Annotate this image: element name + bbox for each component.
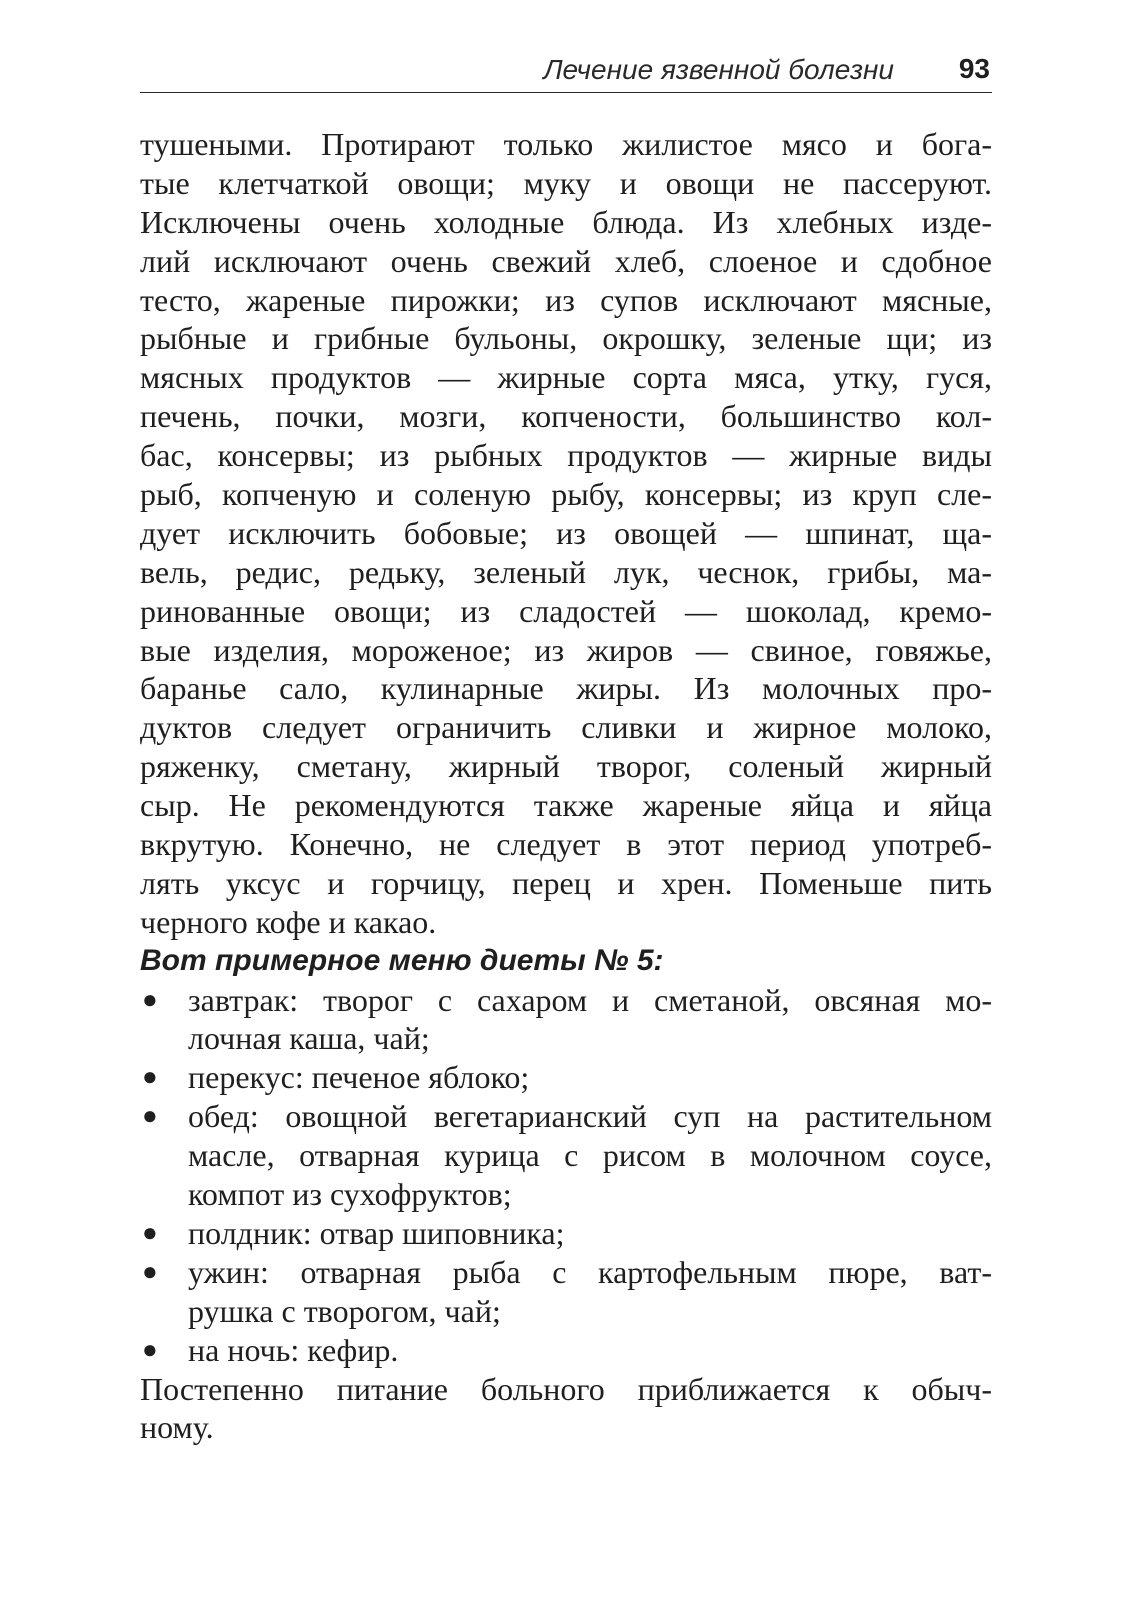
menu-heading: Вот примерное меню диеты № 5: [140, 943, 664, 977]
text-line: рушка с творогом, чай; [188, 1292, 501, 1329]
text-line: ринованные овощи; из сладостей — шоколад, кремо- [140, 592, 992, 629]
menu-item-night [140, 1331, 992, 1370]
text-line: ужин: отварная рыба с картофельным пюре, ват- [188, 1253, 992, 1290]
paragraph-diet-restrictions [140, 125, 992, 942]
text-line: лять уксус и горчицу, перец и хрен. Поменьше пить [140, 864, 992, 901]
text-line: тесто, жареные пирожки; из супов исключают мясные, [140, 281, 992, 318]
text-line: ряженку, сметану, жирный творог, соленый жирный [140, 748, 992, 785]
menu-item-breakfast [140, 981, 992, 1059]
page-number: 93 [958, 53, 990, 84]
bullet-icon: ● [142, 1101, 158, 1131]
bullet-icon: ● [142, 984, 158, 1014]
text-line: тые клетчаткой овощи; муку и овощи не пассеруют. [140, 164, 992, 201]
text-line: компот из сухофруктов; [188, 1176, 512, 1213]
text-line: Исключены очень холодные блюда. Из хлебных изде- [140, 203, 992, 240]
text-line: рыб, копченую и соленую рыбу, консервы; из круп сле- [140, 476, 992, 513]
running-header [140, 50, 992, 93]
bullet-icon: ● [142, 1334, 158, 1364]
diet-menu-list [140, 981, 992, 1370]
text-line: дуктов следует ограничить сливки и жирное молоко, [140, 709, 992, 746]
text-line: лий исключают очень свежий хлеб, слоеное и сдобное [140, 242, 992, 279]
menu-item-dinner [140, 1253, 992, 1331]
text-line: дует исключить бобовые; из овощей — шпинат, ща- [140, 514, 992, 551]
text-line: перекус: печеное яблоко; [188, 1059, 530, 1096]
text-line: масле, отварная курица с рисом в молочном соусе, [188, 1137, 992, 1174]
text-line: обед: овощной вегетарианский суп на растительном [188, 1098, 992, 1135]
text-line: вые изделия, мороженое; из жиров — свиное, говяжье, [140, 631, 992, 668]
paragraph-closing [140, 1370, 992, 1448]
running-header-title: Лечение язвенной болезни [543, 54, 894, 85]
text-line: ному. [140, 1409, 214, 1446]
text-line: черного кофе и какао. [140, 903, 437, 940]
text-line: сыр. Не рекомендуются также жареные яйца и яйца [140, 787, 992, 824]
bullet-icon: ● [142, 1062, 158, 1092]
menu-item-afternoon-snack [140, 1214, 992, 1253]
text-line: завтрак: творог с сахаром и сметаной, овсяная мо- [188, 981, 992, 1018]
text-line: вель, редис, редьку, зеленый лук, чеснок, грибы, ма- [140, 553, 992, 590]
text-line: тушеными. Протирают только жилистое мясо и бога- [140, 126, 992, 162]
text-line: бас, консервы; из рыбных продуктов — жирные виды [140, 437, 992, 474]
bullet-icon: ● [142, 1217, 158, 1247]
text-line: полдник: отвар шиповника; [188, 1214, 565, 1251]
text-line: вкрутую. Конечно, не следует в этот период употреб- [140, 826, 992, 863]
menu-item-lunch [140, 1097, 992, 1214]
text-line: Постепенно питание больного приближается к обыч- [140, 1370, 992, 1407]
text-line: баранье сало, кулинарные жиры. Из молочных про- [140, 670, 992, 707]
text-line: лочная каша, чай; [188, 1020, 430, 1057]
text-line: мясных продуктов — жирные сорта мяса, утку, гуся, [140, 359, 992, 396]
text-line: на ночь: кефир. [188, 1331, 399, 1368]
bullet-icon: ● [142, 1256, 158, 1286]
text-line: рыбные и грибные бульоны, окрошку, зеленые щи; из [140, 320, 992, 357]
page-body [140, 125, 992, 1447]
menu-item-snack [140, 1058, 992, 1097]
text-line: печень, почки, мозги, копчености, большинство кол- [140, 398, 992, 435]
